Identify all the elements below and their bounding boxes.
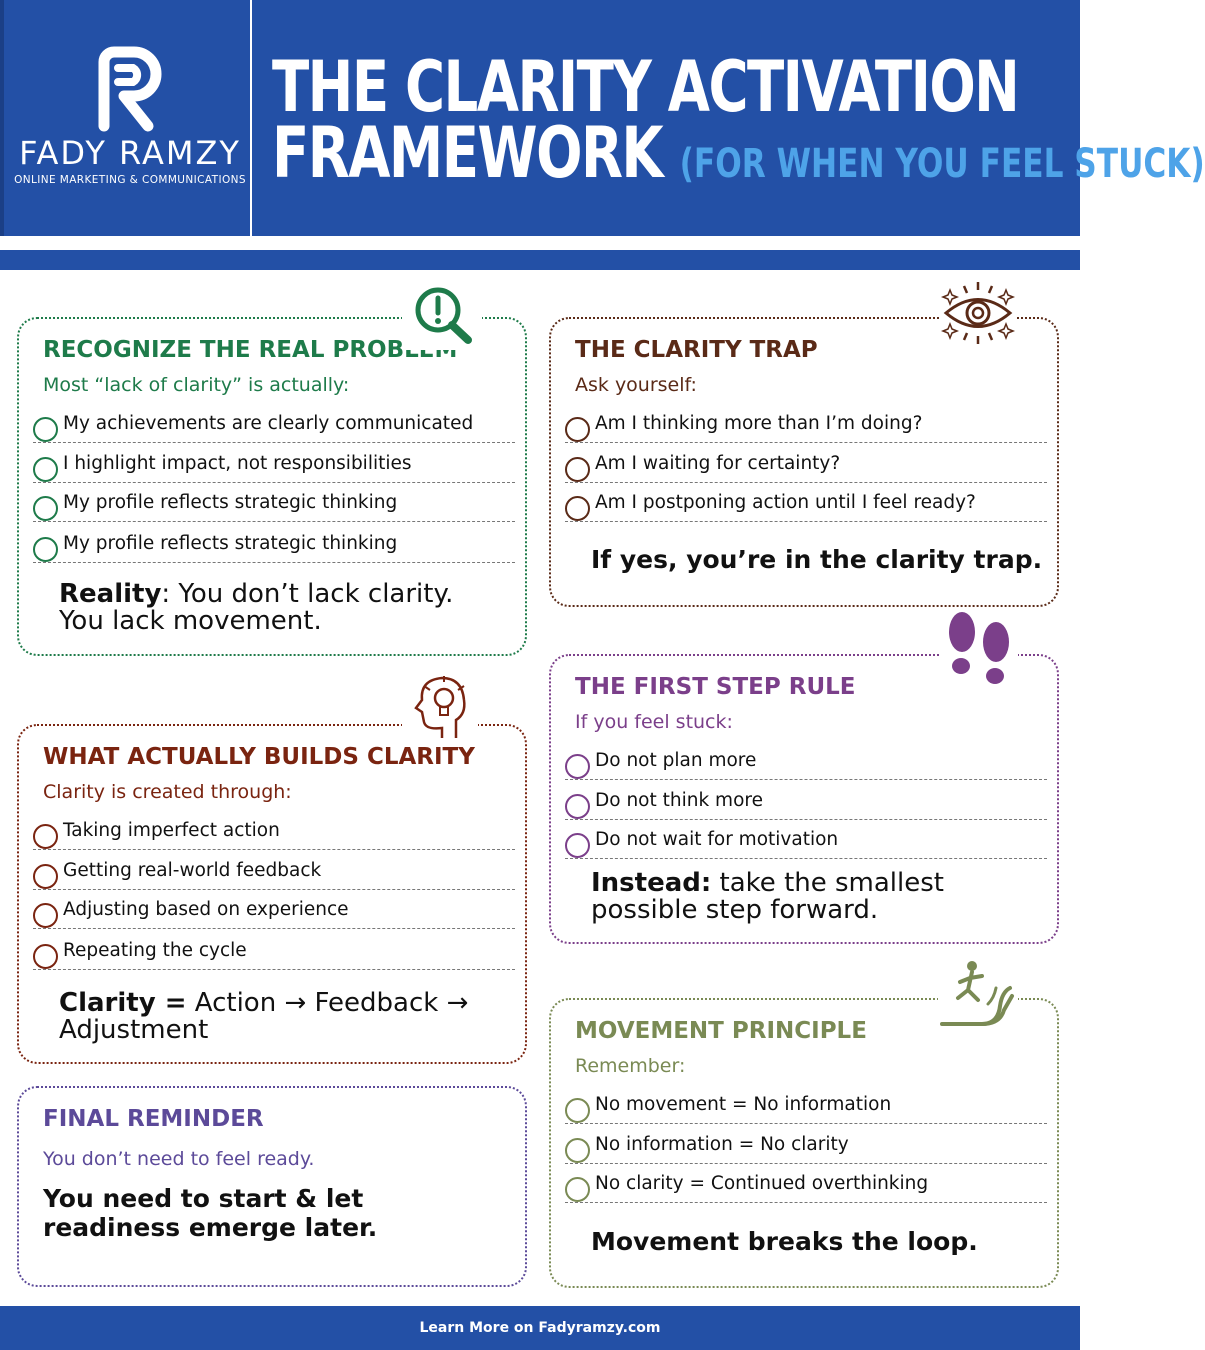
final-reminder-card (17, 1086, 527, 1287)
checkbox-ring-icon[interactable] (565, 794, 590, 819)
title-line-2 (272, 112, 1205, 197)
first-step-card (549, 654, 1059, 944)
checklist-item[interactable] (565, 407, 1047, 443)
item-label: I highlight impact, not responsibilities (63, 453, 412, 474)
item-label: Do not wait for motivation (595, 829, 839, 850)
logo-panel (8, 0, 252, 236)
checklist-item[interactable] (33, 447, 515, 483)
note-bold: Clarity = (59, 988, 187, 1018)
title-subtitle: (FOR WHEN YOU FEEL STUCK) (679, 141, 1205, 187)
item-label: Am I waiting for certainty? (595, 453, 841, 474)
brand-name: FADY RAMZY (19, 134, 241, 172)
item-label: My profile reflects strategic thinking (63, 533, 398, 554)
item-label: Taking imperfect action (63, 820, 280, 841)
checkbox-ring-icon[interactable] (565, 1098, 590, 1123)
recognize-card (17, 317, 527, 656)
checkbox-ring-icon[interactable] (33, 496, 58, 521)
note-line-1: You need to start & let (43, 1184, 364, 1213)
footer-bar (0, 1306, 1080, 1350)
checkbox-ring-icon[interactable] (33, 824, 58, 849)
checklist-item[interactable] (565, 784, 1047, 820)
builds-clarity-card (17, 724, 527, 1064)
checklist-item[interactable] (565, 1167, 1047, 1203)
brand-tagline: ONLINE MARKETING & COMMUNICATIONS (14, 174, 246, 186)
item-label: My profile reflects strategic thinking (63, 492, 398, 513)
checkbox-ring-icon[interactable] (565, 417, 590, 442)
checklist-item[interactable] (33, 407, 515, 443)
checklist-item[interactable] (33, 854, 515, 890)
card-note (59, 581, 453, 635)
checklist-item[interactable] (33, 934, 515, 970)
checkbox-ring-icon[interactable] (33, 457, 58, 482)
item-label: My achievements are clearly communicated (63, 413, 474, 434)
card-note (591, 870, 944, 924)
checkbox-ring-icon[interactable] (565, 496, 590, 521)
note-bold: Reality (59, 579, 162, 609)
card-title: WHAT ACTUALLY BUILDS CLARITY (43, 744, 475, 770)
checkbox-ring-icon[interactable] (565, 833, 590, 858)
card-note (591, 1228, 978, 1255)
card-title: THE CLARITY TRAP (575, 337, 818, 363)
card-title: RECOGNIZE THE REAL PROBLEM (43, 337, 458, 363)
checklist-item[interactable] (33, 893, 515, 929)
item-label: No clarity = Continued overthinking (595, 1173, 929, 1194)
card-subtitle: Most “lack of clarity” is actually: (43, 374, 350, 396)
checklist-item[interactable] (565, 1128, 1047, 1164)
checklist-item[interactable] (33, 527, 515, 563)
magnifier-alert-icon (402, 282, 482, 350)
item-label: No information = No clarity (595, 1134, 849, 1155)
card-note (59, 990, 468, 1044)
item-label: No movement = No information (595, 1094, 892, 1115)
item-label: Adjusting based on experience (63, 899, 349, 920)
card-subtitle: Ask yourself: (575, 374, 697, 396)
item-label: Do not think more (595, 790, 763, 811)
item-label: Repeating the cycle (63, 940, 247, 961)
checkbox-ring-icon[interactable] (565, 1177, 590, 1202)
checklist-item[interactable] (33, 814, 515, 850)
title-line-1: THE CLARITY ACTIVATION (272, 46, 1019, 128)
card-note (591, 546, 1042, 573)
note-bold: Instead: (591, 868, 712, 898)
checkbox-ring-icon[interactable] (33, 903, 58, 928)
note-line-2: You lack movement. (59, 606, 322, 636)
checkbox-ring-icon[interactable] (33, 864, 58, 889)
item-label: Getting real-world feedback (63, 860, 322, 881)
card-subtitle: Clarity is created through: (43, 781, 292, 803)
checklist-item[interactable] (33, 486, 515, 522)
card-subtitle: Remember: (575, 1055, 686, 1077)
card-title: THE FIRST STEP RULE (575, 674, 856, 700)
note-text: Movement breaks the loop. (591, 1227, 978, 1256)
footprints-icon (940, 608, 1018, 690)
item-label: Do not plan more (595, 750, 757, 771)
movement-card (549, 998, 1059, 1288)
checklist-item[interactable] (565, 447, 1047, 483)
note-text: take the smallest (711, 868, 944, 898)
checkbox-ring-icon[interactable] (33, 417, 58, 442)
item-label: Am I thinking more than I’m doing? (595, 413, 923, 434)
footer-link[interactable]: Learn More on Fadyramzy.com (419, 1320, 661, 1336)
card-subtitle: You don’t need to feel ready. (43, 1148, 315, 1170)
head-lightbulb-icon (402, 668, 478, 744)
brand-logo-icon (96, 48, 162, 130)
note-text: Action → Feedback → (186, 988, 469, 1018)
checkbox-ring-icon[interactable] (565, 754, 590, 779)
checklist-item[interactable] (565, 1088, 1047, 1124)
note-line-2: readiness emerge later. (43, 1213, 378, 1242)
note-text: If yes, you’re in the clarity trap. (591, 545, 1043, 574)
card-title: MOVEMENT PRINCIPLE (575, 1018, 867, 1044)
checklist-item[interactable] (565, 823, 1047, 859)
clarity-trap-card (549, 317, 1059, 607)
item-label: Am I postponing action until I feel ready? (595, 492, 976, 513)
card-title: FINAL REMINDER (43, 1106, 264, 1132)
header-stripe (0, 250, 1080, 270)
checkbox-ring-icon[interactable] (565, 457, 590, 482)
note-text: : You don’t lack clarity. (161, 579, 454, 609)
note-line-2: possible step forward. (591, 895, 879, 925)
title-framework: FRAMEWORK (272, 112, 663, 194)
checklist-item[interactable] (565, 486, 1047, 522)
climbing-person-icon (938, 958, 1018, 1028)
eye-icon (940, 280, 1016, 346)
note-line-2: Adjustment (59, 1015, 209, 1045)
checkbox-ring-icon[interactable] (33, 537, 58, 562)
checkbox-ring-icon[interactable] (565, 1138, 590, 1163)
page-title (272, 46, 1205, 197)
card-subtitle: If you feel stuck: (575, 711, 733, 733)
checkbox-ring-icon[interactable] (33, 944, 58, 969)
checklist-item[interactable] (565, 744, 1047, 780)
header-banner (0, 0, 1205, 236)
card-note (43, 1184, 377, 1242)
